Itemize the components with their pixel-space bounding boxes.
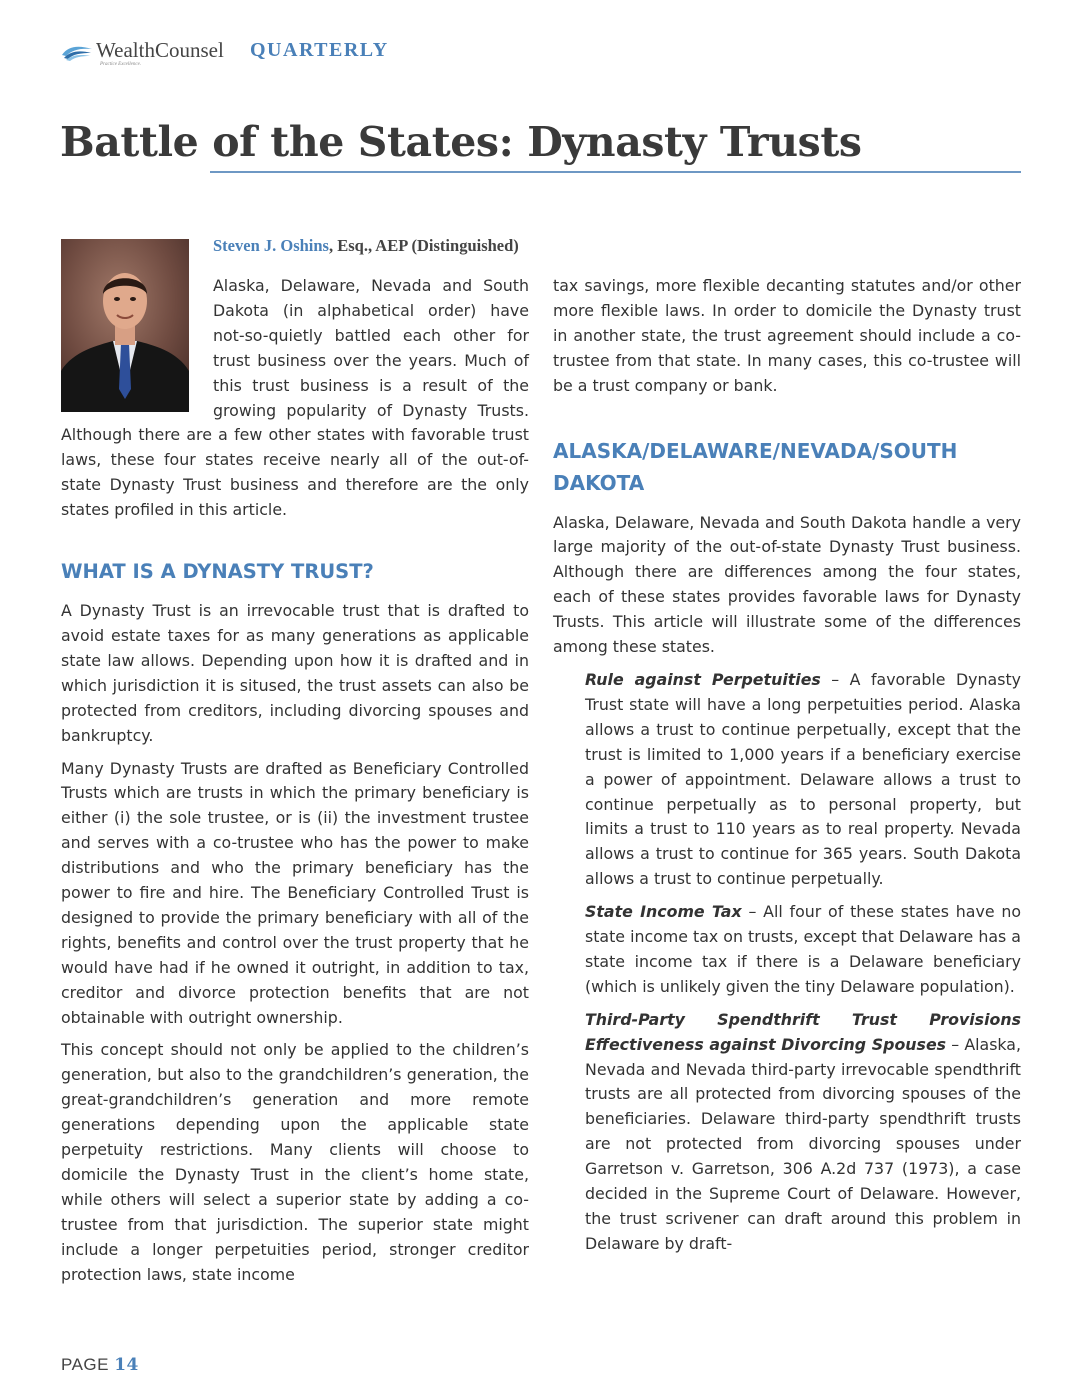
- body-paragraph: This concept should not only be applied to the children’s generation, but also to the grandchildren’s generation, the great-grandchildren’s generation and more remote generations depending upon the applicable state perpetuity restrictions. Many clients will choose to domicile the Dynasty Trust in the client’s home state, while others will select a superior state by adding a co-trustee from that jurisdiction. The superior state might include a longer perpetuities period, stronger creditor protection laws, state income: [61, 1040, 529, 1284]
- brand-tagline: Practice Excellence.: [100, 62, 142, 67]
- body-paragraph: A Dynasty Trust is an irrevocable trust that is drafted to avoid estate taxes for as many generations as applicable state law allows. Depending upon how it is drafted and in which jurisdiction it is sitused, the trust assets can also be protected from creditors, including divorcing spouses and bankruptcy.: [61, 601, 529, 745]
- section-heading-states: ALASKA/DELAWARE/NEVADA/SOUTH DAKOTA: [553, 438, 958, 495]
- wave-logo-icon: [60, 42, 94, 62]
- author-name: Steven J. Oshins: [213, 236, 329, 255]
- item-term: Rule against Perpetuities: [585, 669, 821, 689]
- continued-paragraph: tax savings, more flexible decanting statutes and/or other more flexible laws. In order to domicile the Dynasty trust in another state, the trust agreement should include a co-trustee from that state. In many cases, this co-trustee will be a trust company or bank.: [553, 276, 1021, 395]
- item-text: – All four of these states have no state income tax on trusts, except that Delaware has a state income tax if there is a Delaware beneficiary (which is unlikely given the tiny Delaware population).: [585, 902, 1022, 996]
- list-item-income-tax: [585, 900, 1021, 1000]
- author-credentials: , Esq., AEP (Distinguished): [328, 236, 519, 255]
- publication-name: QUARTERLY: [250, 39, 389, 61]
- byline: [213, 236, 519, 256]
- section-heading-what-is: WHAT IS A DYNASTY TRUST?: [61, 560, 374, 584]
- list-item-spendthrift: [585, 1008, 1021, 1257]
- page-label: PAGE: [61, 1355, 109, 1374]
- page-footer: [61, 1355, 139, 1375]
- photo-wrap-spacer: [61, 274, 213, 422]
- left-column: [61, 274, 529, 1296]
- intro-paragraph: Alaska, Delaware, Nevada and South Dakota (in alphabetical order) have not-so-quietly battled each other for trust business over the years. Much of this trust business is a result of the growing popularity of Dynasty Trusts. Although there are a few other states with favorable trust laws, these four states receive nearly all of the out-of-state Dynasty Trust business and therefore are the only states profiled in this article.: [61, 276, 529, 520]
- page-number: 14: [114, 1355, 139, 1375]
- item-term: Third-Party Spendthrift Trust Provisions Effectiveness against Divorcing Spouses: [585, 1009, 1021, 1054]
- item-text: – A favorable Dynasty Trust state will have a long perpetuities period. Alaska allows a trust to continue perpetually, except that the trust is limited to 1,000 years if a beneficiary exercise a power of appointment. Delaware allows a trust to continue perpetually as to personal property, but limits a trust to 110 years as to real property. Nevada allows a trust to continue for 365 years. South Dakota allows a trust to continue perpetually.: [585, 669, 1021, 889]
- article-title: Battle of the States: Dynasty Trusts: [60, 118, 862, 166]
- right-column: [553, 274, 1021, 1265]
- title-underline: [210, 171, 1021, 173]
- list-item-perpetuities: [585, 668, 1021, 892]
- body-paragraph: Alaska, Delaware, Nevada and South Dakota handle a very large majority of the out-of-state Dynasty Trust business. Although there are differences among the four states, each of these states provides favorable laws for Dynasty Trusts. This article will illustrate some of the differences among these states.: [553, 512, 1021, 657]
- item-text: – Alaska, Nevada and Nevada third-party irrevocable spendthrift trusts are all protected from divorcing spouses of the beneficiaries. Delaware third-party spendthrift trusts are not protected from divorcing spouses under Garretson v. Garretson, 306 A.2d 737 (1973), a case decided in the Supreme Court of Delaware. However, the trust scrivener can draft around this problem in Delaware by draft-: [585, 1034, 1022, 1253]
- item-term: State Income Tax: [585, 902, 742, 922]
- body-paragraph: Many Dynasty Trusts are drafted as Beneficiary Controlled Trusts which are trusts in which the primary beneficiary is either (i) the sole trustee, or is (ii) the investment trustee and serves with a co-trustee who has the power to make distributions and who the primary beneficiary has the power to fire and hire. The Beneficiary Controlled Trust is designed to provide the primary beneficiary with all of the rights, benefits and control over the trust property that he would have had if he owned it outright, in addition to tax, creditor and divorce protection benefits that are not obtainable with outright ownership.: [61, 758, 529, 1027]
- brand-name: WealthCounsel: [96, 38, 224, 62]
